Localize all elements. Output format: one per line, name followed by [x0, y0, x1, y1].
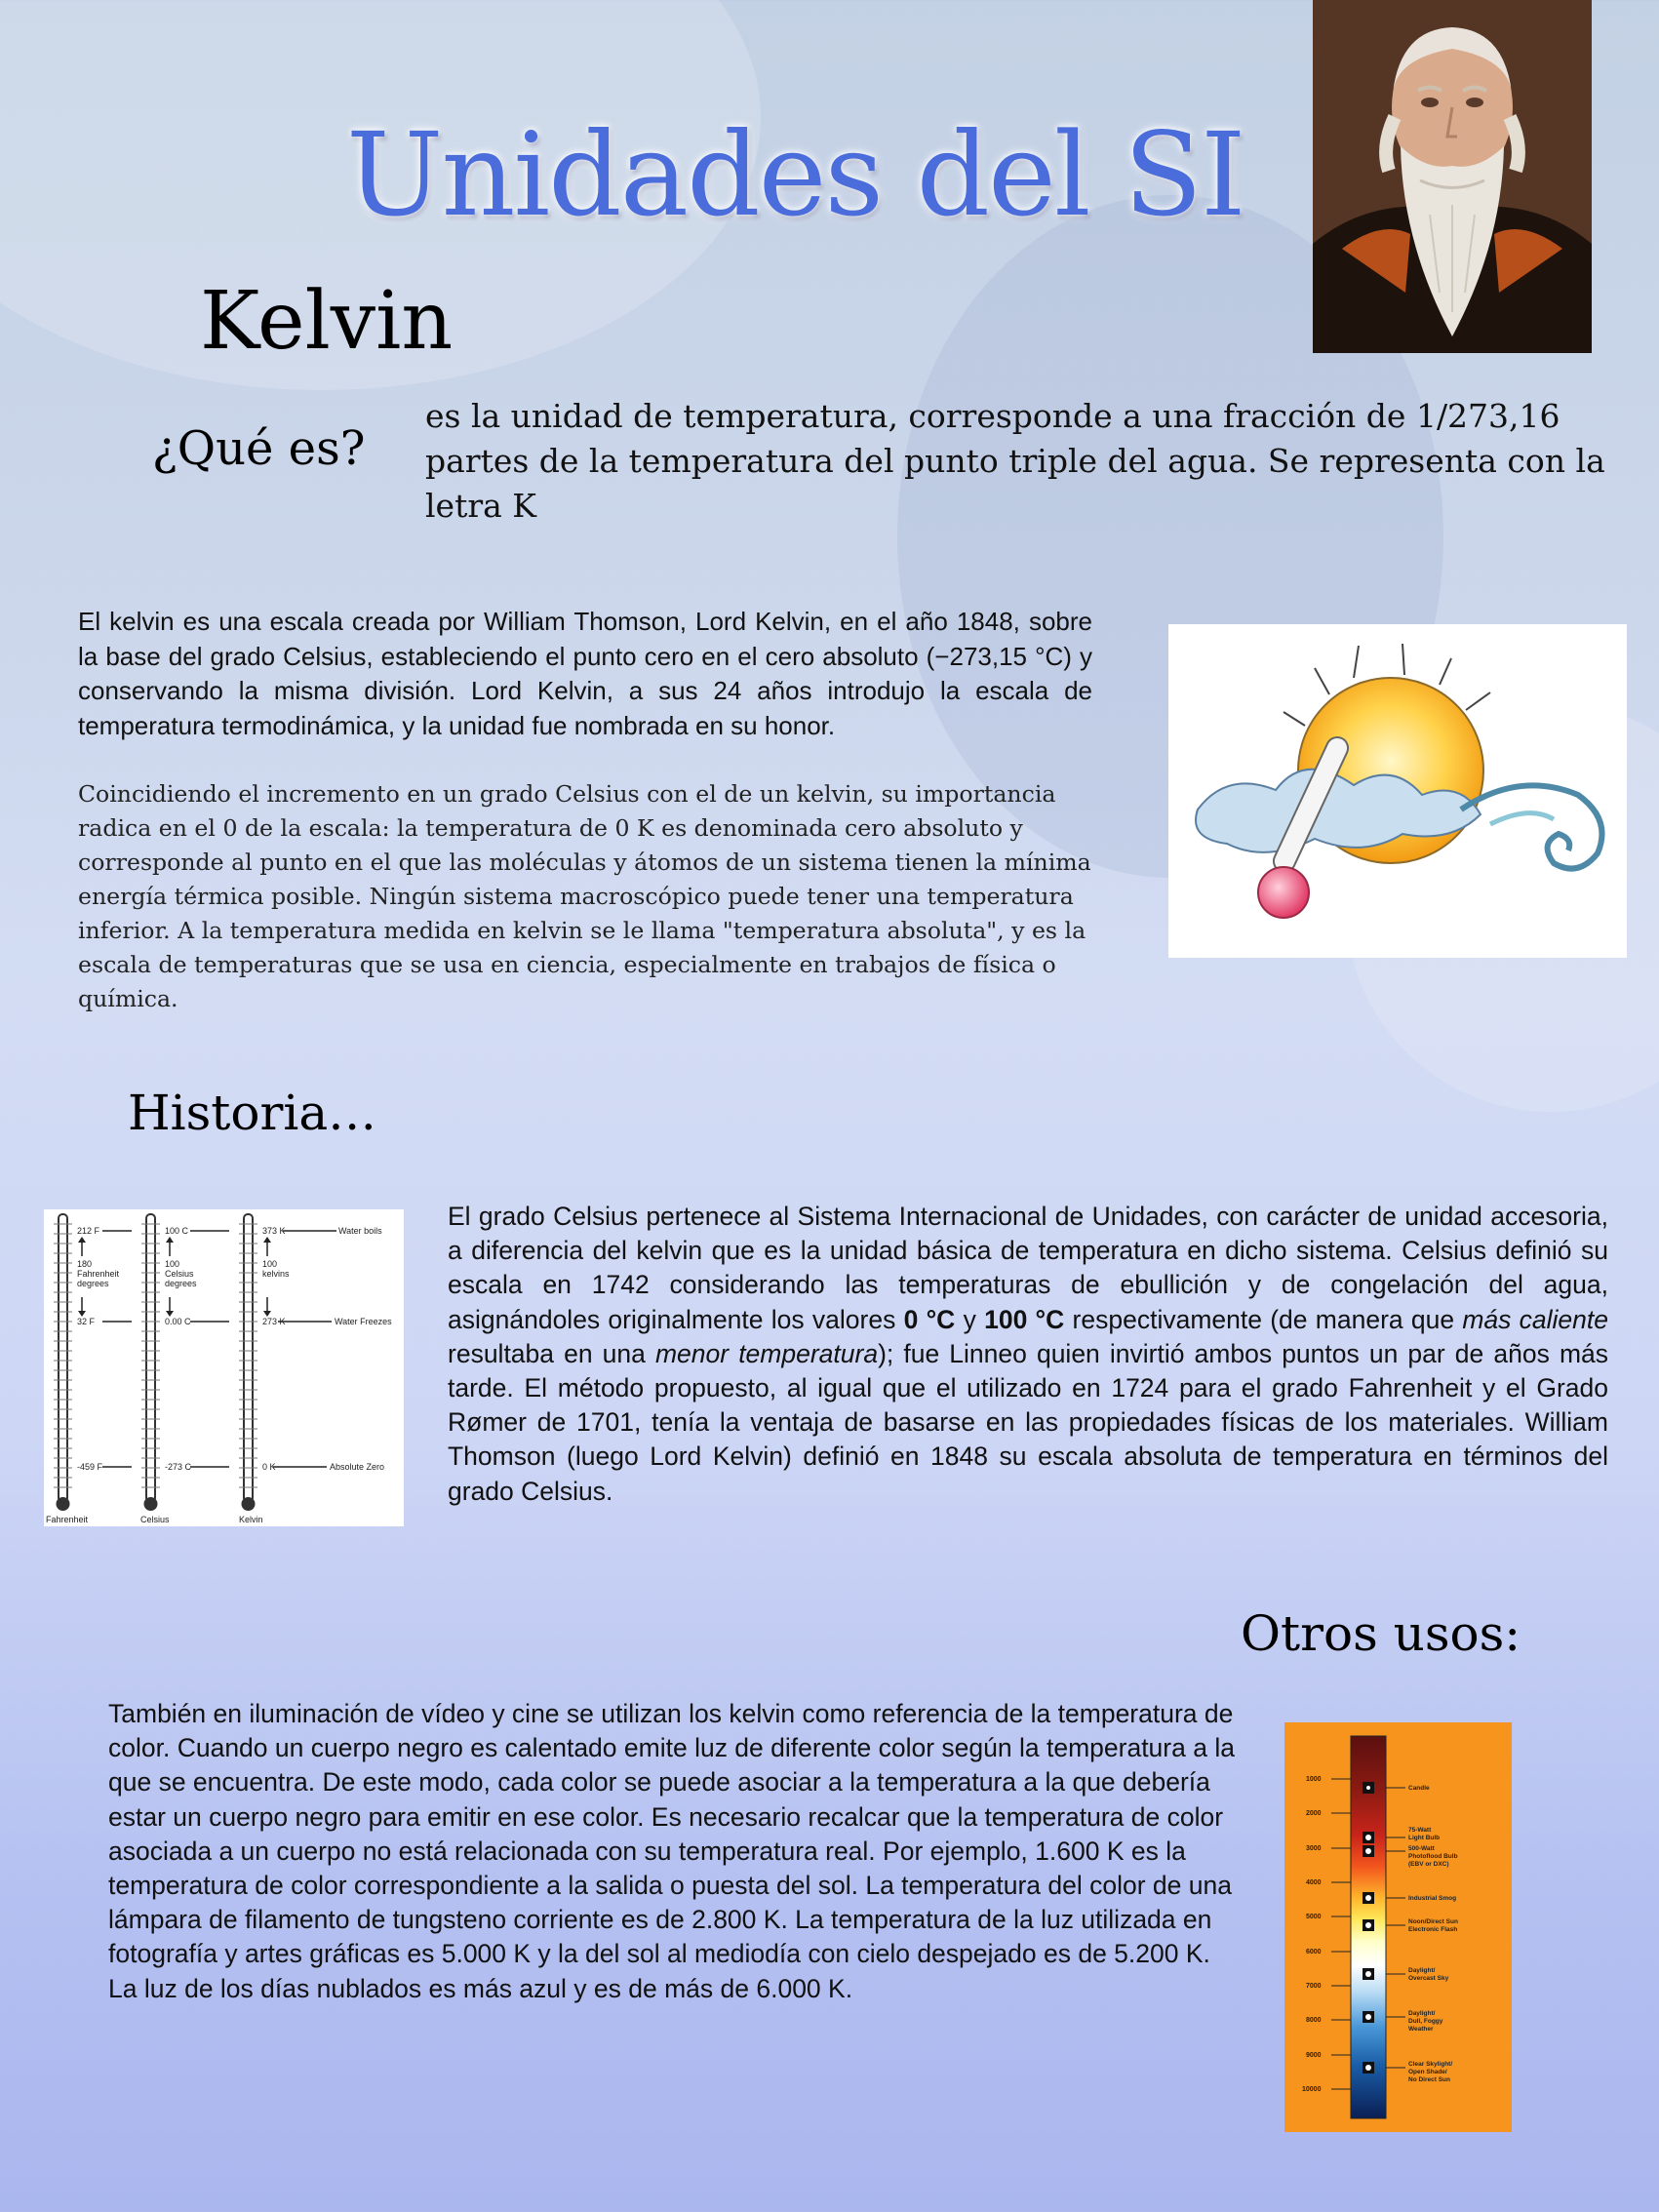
source-foggy: Daylight/	[1408, 2010, 1436, 2017]
event-water-boils: Water boils	[338, 1226, 382, 1236]
thermo-c-span: 100	[165, 1259, 180, 1269]
celsius-hundred-value: 100 °C	[984, 1304, 1065, 1334]
lord-kelvin-portrait	[1313, 0, 1592, 353]
historia-text-part: resultaba en una	[448, 1338, 655, 1368]
chart-tick-6000: 6000	[1306, 1949, 1322, 1955]
source-500w-line3: (EBV or DXC)	[1408, 1861, 1449, 1868]
celsius-zero-value: 0 °C	[903, 1304, 956, 1334]
section-title-historia: Historia…	[128, 1085, 377, 1141]
chart-tick-9000: 9000	[1306, 2052, 1322, 2059]
section-title-kelvin: Kelvin	[200, 275, 454, 368]
source-75w-line2: Light Bulb	[1408, 1835, 1441, 1841]
chart-tick-5000: 5000	[1306, 1914, 1322, 1920]
event-water-freezes: Water Freezes	[335, 1317, 392, 1326]
source-smog: Industrial Smog	[1408, 1895, 1457, 1902]
scale-name-fahrenheit: Fahrenheit	[46, 1515, 89, 1524]
event-absolute-zero: Absolute Zero	[330, 1462, 385, 1472]
historia-text-part: respectivamente (de manera que	[1064, 1304, 1463, 1334]
thermo-k-bottom: 0 K	[262, 1462, 276, 1472]
thermo-k-top: 373 K	[262, 1226, 286, 1236]
thermometer-scales-diagram	[44, 1209, 404, 1526]
source-skylight: Clear Skylight/	[1408, 2061, 1453, 2068]
thermo-f-span: 180	[77, 1259, 93, 1269]
historia-text-part: ); fue Linneo quien invirtió ambos puntos un par de años más tarde. El método propuesto, al igual que el utilizado en 1724 para el grado Fahrenheit y el Grado Rømer de 1701, tenía la ventaja de basarse en las propiedades físicas de los materiales. William Thomson (luego Lord Kelvin) definió en 1848 su escala absoluta de temperatura en términos del grado Celsius.	[448, 1338, 1609, 1506]
historia-paragraph	[448, 1200, 1608, 1509]
thermo-f-top: 212 F	[77, 1226, 100, 1236]
page-title: Unidades del SI	[346, 107, 1244, 242]
scale-name-celsius: Celsius	[140, 1515, 170, 1524]
chart-tick-1000: 1000	[1306, 1776, 1322, 1783]
source-skylight-line2: Open Shade/	[1408, 2069, 1447, 2075]
chart-tick-4000: 4000	[1306, 1879, 1322, 1886]
thermo-c-span-unit: Celsius	[165, 1269, 194, 1279]
source-candle: Candle	[1408, 1785, 1430, 1792]
sun-thermometer-illustration	[1168, 624, 1627, 958]
thermo-c-bottom: -273 C	[165, 1462, 192, 1472]
thermo-c-mid: 0.00 C	[165, 1317, 191, 1326]
scale-name-kelvin: Kelvin	[239, 1515, 263, 1524]
source-overcast: Daylight/	[1408, 1967, 1436, 1974]
source-75w: 75-Watt	[1408, 1827, 1432, 1834]
chart-tick-2000: 2000	[1306, 1810, 1322, 1817]
historia-text-part: El grado Celsius pertenece al Sistema Internacional de Unidades, con carácter de unidad accesoria, a diferencia del kelvin que es la unidad básica de temperatura en dicho sistema. Celsius definió su escala en 1742 considerando las temperaturas de ebullición y de congelación del agua, asignándoles originalmente los valores	[448, 1202, 1608, 1334]
kelvin-definition: es la unidad de temperatura, corresponde a una fracción de 1/273,16 partes de la temperatura del punto triple del agua. Se representa con la letra K	[425, 397, 1605, 525]
section-title-otros-usos: Otros usos:	[1241, 1605, 1521, 1662]
chart-tick-10000: 10000	[1302, 2086, 1322, 2093]
source-overcast-line2: Overcast Sky	[1408, 1975, 1449, 1982]
thermo-c-span-degrees: degrees	[165, 1279, 197, 1288]
kelvin-intro-paragraph: El kelvin es una escala creada por William Thomson, Lord Kelvin, en el año 1848, sobre la base del grado Celsius, estableciendo el punto cero en el cero absoluto (−273,15 °C) y conservando la misma división. Lord Kelvin, a sus 24 años introdujo la escala de temperatura termodinámica, y la unidad fue nombrada en su honor.	[78, 607, 1092, 740]
thermo-k-span-unit: kelvins	[262, 1269, 290, 1279]
source-skylight-line3: No Direct Sun	[1408, 2076, 1450, 2083]
thermo-f-bottom: -459 F	[77, 1462, 103, 1472]
source-foggy-line2: Dull, Foggy	[1408, 2018, 1443, 2025]
source-foggy-line3: Weather	[1408, 2026, 1434, 2033]
kelvin-importance-paragraph: Coincidiendo el incremento en un grado Celsius con el de un kelvin, su importancia radica en el 0 de la escala: la temperatura de 0 K es denominada cero absoluto y corresponde al punto en el que las moléculas y átomos de un sistema tienen la mínima energía térmica posible. Ningún sistema macroscópico puede tener una temperatura inferior. A la temperatura medida en kelvin se le llama "temperatura absoluta", y es la escala de temperaturas que se usa en ciencia, especialmente en trabajos de física o química.	[78, 780, 1091, 1012]
thermo-f-mid: 32 F	[77, 1317, 96, 1326]
chart-tick-8000: 8000	[1306, 2017, 1322, 2024]
historia-text-part: y	[955, 1304, 985, 1334]
source-500w: 500-Watt	[1408, 1845, 1435, 1852]
color-temperature-chart	[1284, 1722, 1512, 2132]
historia-emphasis: más caliente	[1462, 1304, 1609, 1334]
otros-usos-paragraph: También en iluminación de vídeo y cine se utilizan los kelvin como referencia de la temperatura de color. Cuando un cuerpo negro es calentado emite luz de diferente color según la temperatura a la que se encuentra. De este modo, cada color se puede asociar a la temperatura a la que debería estar un cuerpo negro para emitir en ese color. Es necesario recalcar que la temperatura de color asociada a un cuerpo no está relacionada con su temperatura real. Por ejemplo, 1.600 K es la temperatura de color correspondiente a la salida o puesta del sol. La temperatura del color de una lámpara de filamento de tungsteno corriente es de 2.800 K. La temperatura de la luz utilizada en fotografía y artes gráficas es 5.000 K y la del sol al mediodía con cielo despejado es de 5.200 K. La luz de los días nublados es más azul y es de más de 6.000 K.	[108, 1699, 1235, 2003]
thermo-k-span: 100	[262, 1259, 278, 1269]
thermo-k-mid: 273 K	[262, 1317, 286, 1326]
chart-tick-3000: 3000	[1306, 1845, 1322, 1852]
thermo-f-span-degrees: degrees	[77, 1279, 109, 1288]
source-500w-line2: Photoflood Bulb	[1408, 1853, 1458, 1860]
source-noon-sun: Noon/Direct Sun	[1408, 1918, 1458, 1925]
chart-tick-7000: 7000	[1306, 1983, 1322, 1990]
thermo-f-span-unit: Fahrenheit	[77, 1269, 120, 1279]
historia-emphasis: menor temperatura	[654, 1338, 879, 1368]
what-is-label: ¿Qué es?	[152, 421, 366, 476]
source-noon-sun-line2: Electronic Flash	[1408, 1926, 1458, 1933]
thermo-c-top: 100 C	[165, 1226, 189, 1236]
